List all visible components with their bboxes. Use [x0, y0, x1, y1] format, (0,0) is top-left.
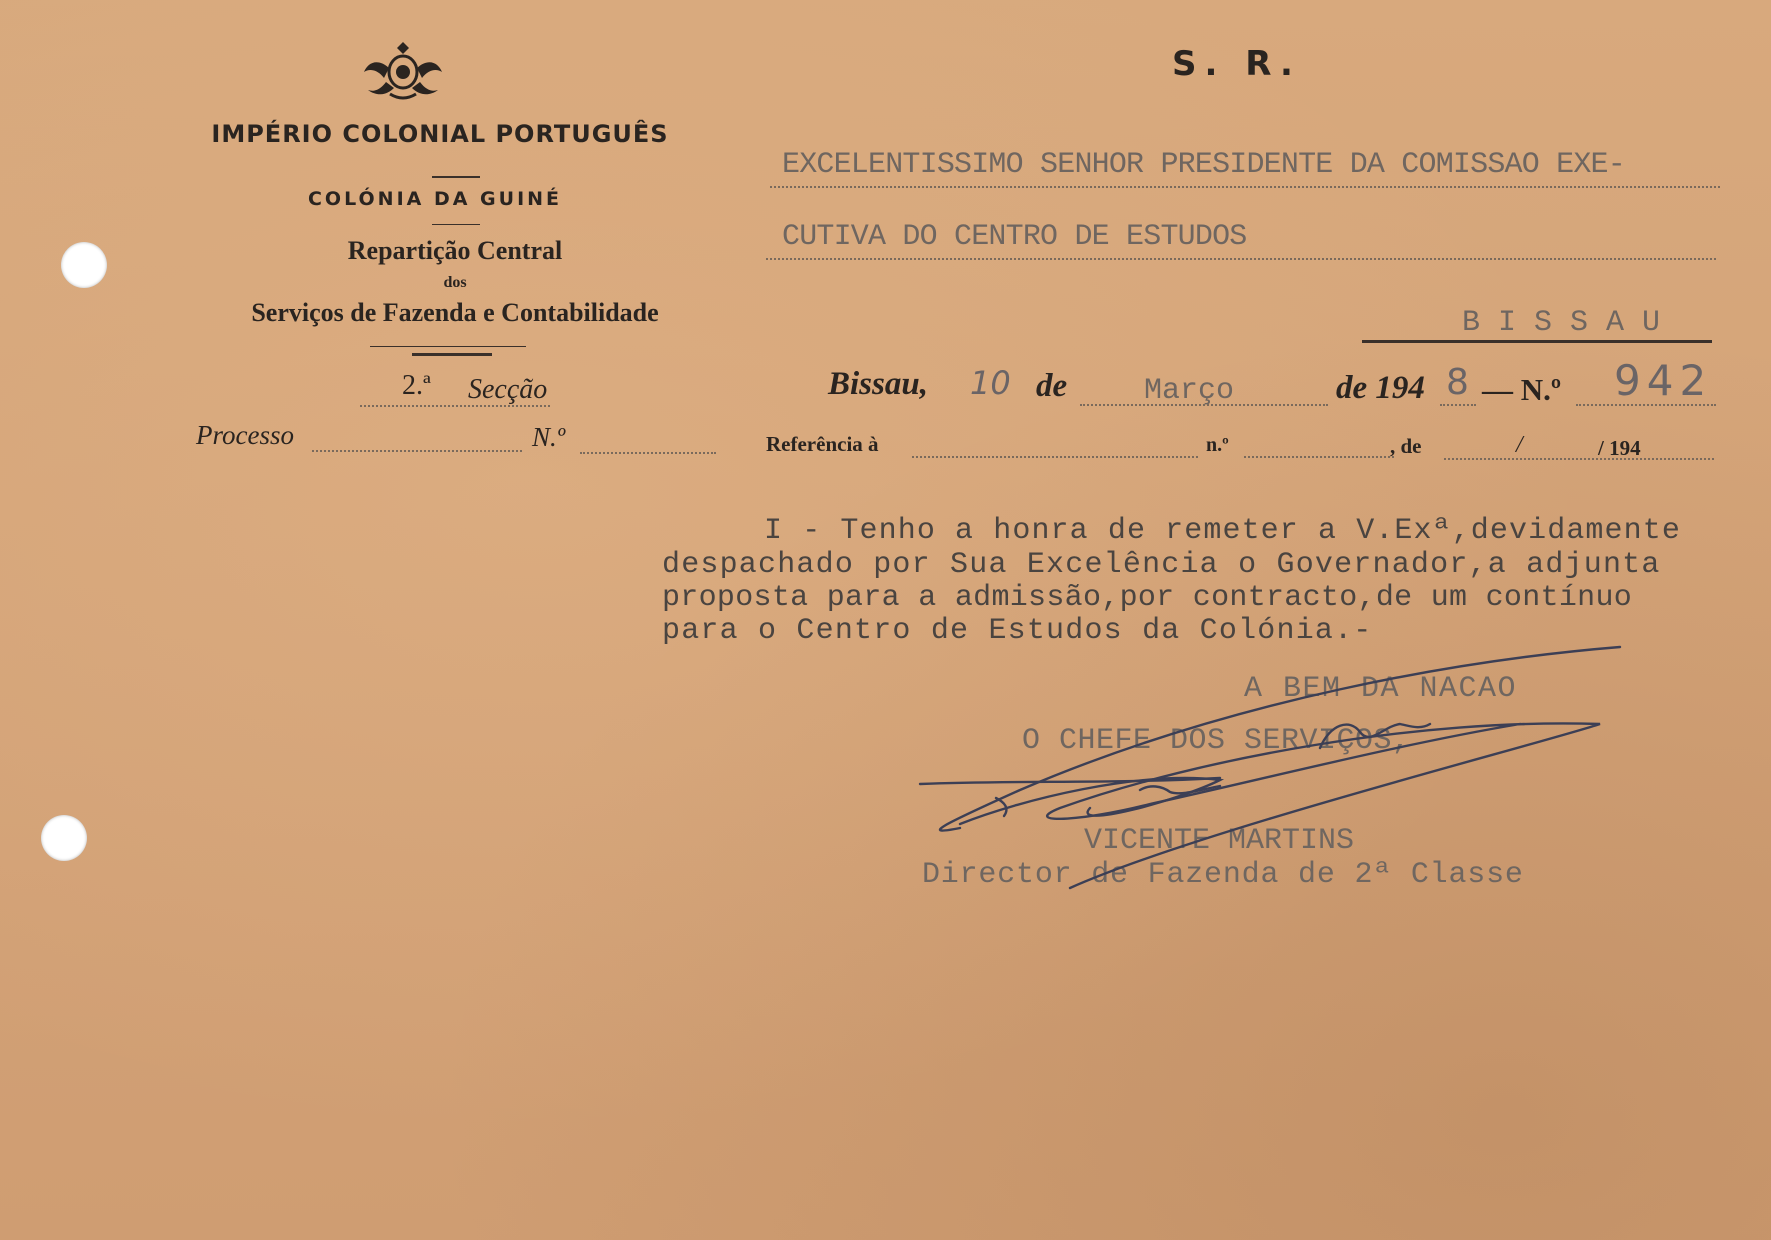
closing-motto: A BEM DA NACAO — [1244, 672, 1518, 706]
addressee-dotline-2 — [766, 258, 1716, 260]
body-line-4: para o Centro de Estudos da Colónia.- — [662, 614, 1373, 648]
addressee-dotline-1 — [770, 186, 1720, 188]
body-line-2: despachado por Sua Excelência o Governador,a adjunta — [662, 548, 1661, 582]
process-number-dotline — [580, 452, 716, 454]
department-line-1: Repartição Central — [347, 236, 563, 265]
process-dotline — [312, 450, 522, 452]
signatory-title: Director de Fazenda de 2ª Classe — [922, 858, 1524, 892]
closing-chief: O CHEFE DOS SERVIÇOS, — [1022, 724, 1411, 758]
reference-de-label: , de — [1390, 434, 1422, 458]
date-de-2: de 194 — [1336, 370, 1425, 406]
reference-slash-1: / — [1516, 432, 1523, 458]
handwritten-signature — [900, 640, 1640, 900]
body-line-3: proposta para a admissão,por contracto,de um contínuo — [662, 581, 1633, 615]
reference-label: Referência à — [766, 432, 879, 456]
city-underline — [1362, 340, 1712, 343]
divider-4 — [412, 353, 492, 356]
coat-of-arms-emblem — [360, 38, 446, 104]
department-line-2: dos — [443, 274, 467, 291]
date-month: Março — [1144, 374, 1235, 408]
signatory-name: VICENTE MARTINS — [1084, 824, 1355, 858]
year-dotline — [1440, 404, 1476, 406]
punch-hole-bottom — [41, 815, 87, 861]
colony-heading: COLÓNIA DA GUINÉ — [307, 188, 563, 210]
date-number: 942 — [1614, 356, 1713, 405]
department-line-3: Serviços de Fazenda e Contabilidade — [251, 298, 659, 327]
date-number-label: — N.º — [1482, 372, 1562, 407]
sr-stamp: S. R. — [1172, 44, 1301, 84]
reference-slash-year: / 194 — [1598, 436, 1641, 460]
reference-date-dotline — [1444, 458, 1714, 460]
addressee-line-1: EXCELENTISSIMO SENHOR PRESIDENTE DA COMISSAO EXE- — [782, 148, 1625, 182]
divider-3 — [370, 346, 526, 347]
reference-no-label: n.º — [1206, 434, 1229, 456]
section-number: 2.ª — [402, 370, 431, 401]
reference-no-dotline — [1244, 456, 1394, 458]
body-line-1: I - Tenho a honra de remeter a V.Exª,devidamente — [764, 514, 1681, 548]
date-year-digit: 8 — [1446, 362, 1469, 403]
section-label: Secção — [468, 374, 548, 405]
empire-heading: IMPÉRIO COLONIAL PORTUGUÊS — [211, 120, 669, 148]
divider-1 — [432, 176, 480, 178]
reference-dotline — [912, 456, 1198, 458]
date-place: Bissau, — [828, 366, 928, 402]
divider-2 — [432, 224, 480, 225]
punch-hole-top — [61, 242, 107, 288]
date-de-1: de — [1036, 368, 1068, 404]
process-label: Processo — [196, 420, 294, 450]
process-number-label: N.º — [532, 422, 566, 452]
addressee-line-2: CUTIVA DO CENTRO DE ESTUDOS — [782, 220, 1247, 254]
addressee-city: B I S S A U — [1462, 306, 1661, 340]
date-day: 10 — [970, 364, 1011, 402]
